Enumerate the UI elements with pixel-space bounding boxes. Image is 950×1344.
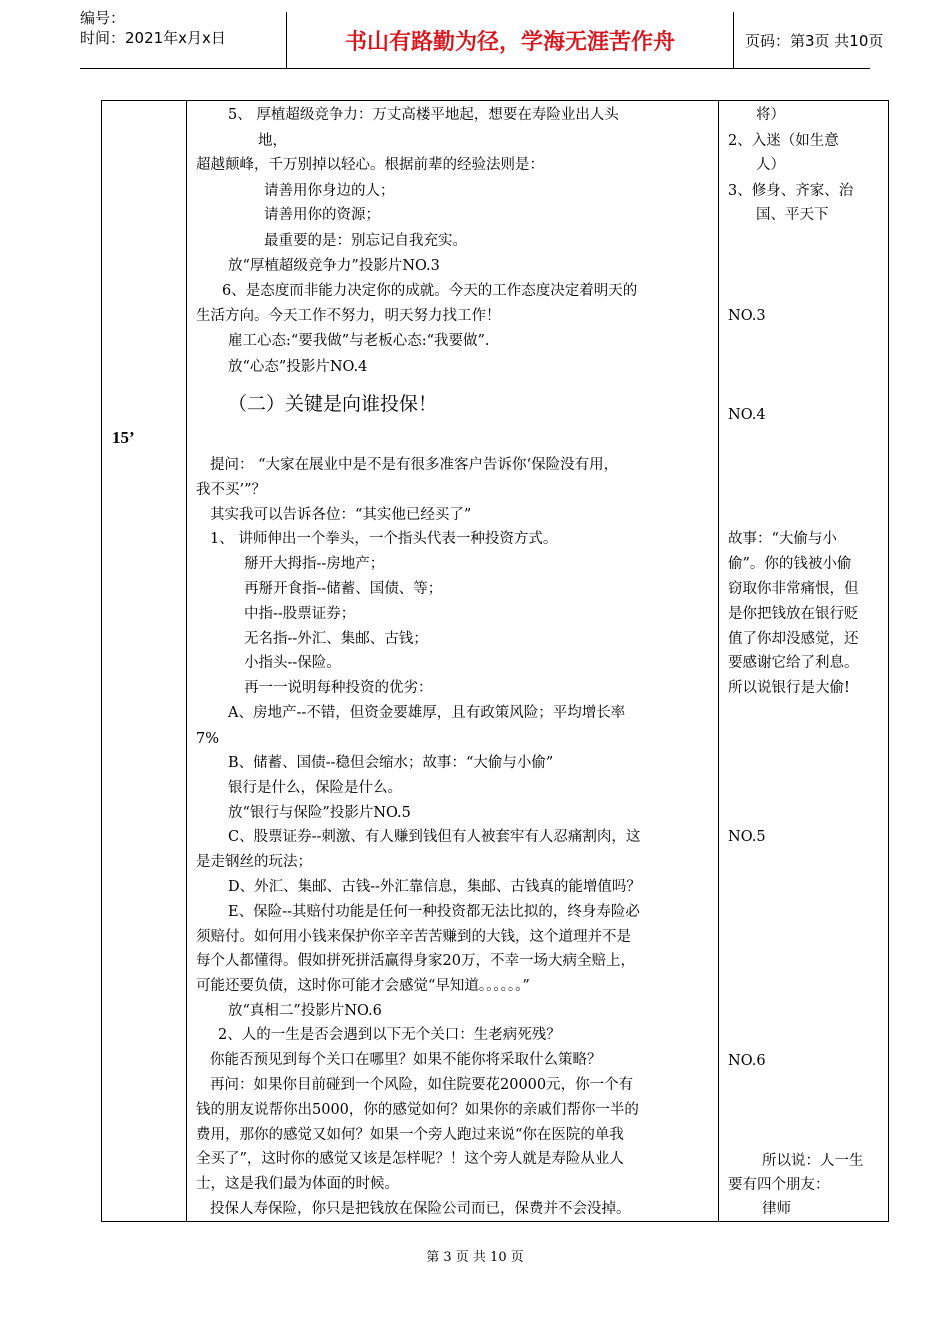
note-line: NO.6: [728, 1053, 766, 1069]
note-line: 故事：“大偷与小: [728, 531, 837, 547]
content-line: 生活方向。今天工作不努力，明天努力找工作！: [196, 308, 501, 324]
note-line: 要有四个朋友：: [728, 1177, 830, 1193]
content-line: 放“心态”投影片NO.4: [228, 359, 368, 375]
content-line: 超越颠峰，千万别掉以轻心。根据前辈的经验法则是：: [196, 157, 544, 173]
content-line: 无名指--外汇、集邮、古钱；: [244, 631, 428, 647]
content-line: 7%: [196, 731, 220, 747]
content-line: 地，: [258, 133, 287, 149]
time-cell: 15’: [112, 428, 135, 447]
header-left: [80, 8, 286, 68]
content-line: 5、 厚植超级竞争力：万丈高楼平地起，想要在寿险业出人头: [228, 107, 619, 123]
content-line: 投保人寿保险，你只是把钱放在保险公司而已，保费并不会没掉。: [210, 1201, 631, 1217]
content-line: 再掰开食指--储蓄、国债、等；: [244, 581, 443, 597]
column-divider: [186, 101, 187, 1221]
content-line: 请善用你身边的人；: [264, 183, 395, 199]
content-line: 士，这是我们最为体面的时候。: [196, 1176, 399, 1192]
note-line: NO.5: [728, 829, 766, 845]
number-label: 编号：: [80, 9, 126, 27]
page-info: 页码：第3页 共10页: [745, 31, 884, 50]
note-line: 将）: [756, 107, 785, 123]
content-line: 请善用你的资源；: [264, 207, 380, 223]
page-header: [80, 8, 884, 69]
notes-column: [718, 101, 888, 1221]
section-heading: （二）关键是向谁投保！: [228, 393, 438, 415]
content-line: 你能否预见到每个关口在哪里？如果不能你将采取什么策略？: [210, 1052, 602, 1068]
note-line: 所以说：人一生: [762, 1153, 864, 1169]
note-line: 人）: [756, 157, 785, 173]
motto: 书山有路勤为径，学海无涯苦作舟: [286, 12, 734, 68]
lesson-table: [101, 100, 889, 1222]
content-line: 须赔付。如何用小钱来保护你辛辛苦苦赚到的大钱，这个道理并不是: [196, 929, 631, 945]
content-line: B、储蓄、国债--稳但会缩水；故事：“大偷与小偷”: [228, 755, 554, 771]
content-line: 雇工心态:“要我做”与老板心态:“我要做”.: [228, 333, 490, 349]
content-line: E、保险--其赔付功能是任何一种投资都无法比拟的，终身寿险必: [228, 904, 640, 920]
content-line: 小指头--保险。: [244, 655, 341, 671]
content-line: 可能还要负债，这时你可能才会感觉“早知道。。。。。。”: [196, 978, 530, 994]
content-column: [188, 101, 808, 1221]
note-line: 偷”。你的钱被小偷: [728, 556, 852, 572]
note-line: 所以说银行是大偷!: [728, 680, 850, 696]
content-line: 中指--股票证券；: [244, 606, 356, 622]
time-column: [102, 101, 186, 1221]
note-line: 要感谢它给了利息。: [728, 655, 859, 671]
page-footer: 第 3 页 共 10 页: [426, 1250, 524, 1265]
note-line: 窃取你非常痛恨，但: [728, 581, 859, 597]
content-line: 6、是态度而非能力决定你的成就。今天的工作态度决定着明天的: [222, 283, 638, 299]
content-line: 最重要的是：别忘记自我充实。: [264, 233, 467, 249]
content-line: D、外汇、集邮、古钱--外汇靠信息，集邮、古钱真的能增值吗？: [228, 879, 641, 895]
note-line: 律师: [762, 1201, 791, 1217]
content-line: 全买了”，这时你的感觉又该是怎样呢？！这个旁人就是寿险从业人: [196, 1151, 624, 1167]
content-line: 费用，那你的感觉又如何？如果一个旁人跑过来说“你在医院的单我: [196, 1127, 624, 1143]
content-line: 银行是什么，保险是什么。: [228, 780, 402, 796]
note-line: NO.4: [728, 407, 766, 423]
content-line: 每个人都懂得。假如拼死拼活赢得身家20万，不幸一场大病全赔上，: [196, 953, 635, 969]
note-line: 是你把钱放在银行贬: [728, 606, 859, 622]
note-line: 国、平天下: [756, 207, 829, 223]
content-line: 钱的朋友说帮你出5000，你的感觉如何？如果你的亲戚们帮你一半的: [196, 1102, 639, 1118]
content-line: 2、人的一生是否会遇到以下无个关口：生老病死残？: [218, 1027, 561, 1043]
content-line: 掰开大拇指--房地产；: [244, 556, 385, 572]
note-line: 值了你却没感觉，还: [728, 631, 859, 647]
content-line: C、股票证券--刺激、有人赚到钱但有人被套牢有人忍痛割肉，这: [228, 829, 641, 845]
content-line: 我不买’”？: [196, 482, 267, 498]
content-line: 再问：如果你目前碰到一个风险，如住院要花20000元，你一个有: [210, 1077, 634, 1093]
note-line: 2、入迷（如生意: [728, 133, 839, 149]
content-line: 放“真相二”投影片NO.6: [228, 1003, 382, 1019]
content-line: 放“厚植超级竞争力”投影片NO.3: [228, 258, 440, 274]
content-line: 提问： “大家在展业中是不是有很多准客户告诉你‘保险没有用，: [210, 457, 619, 473]
content-line: 其实我可以告诉各位：“其实他已经买了”: [210, 507, 472, 523]
note-line: NO.3: [728, 308, 766, 324]
content-line: 再一一说明每种投资的优劣：: [244, 680, 433, 696]
content-line: 是走钢丝的玩法；: [196, 854, 312, 870]
note-line: 3、修身、齐家、治: [728, 183, 854, 199]
content-line: A、房地产--不错，但资金要雄厚，且有政策风险；平均增长率: [228, 705, 626, 721]
date-label: 时间：2021年x月x日: [80, 29, 226, 47]
content-line: 放“银行与保险”投影片NO.5: [228, 805, 411, 821]
content-line: 1、 讲师伸出一个拳头，一个指头代表一种投资方式。: [210, 531, 558, 547]
